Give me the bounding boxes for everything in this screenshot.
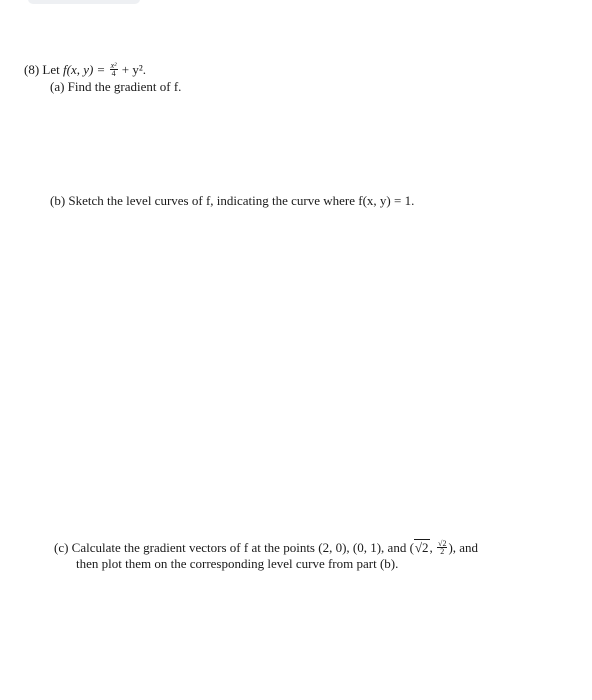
sqrt-two: √2 <box>414 540 429 555</box>
part-c-comma: , <box>429 540 433 555</box>
fraction-sqrt2-over-2 <box>437 540 447 555</box>
fraction-numerator: √2 <box>438 539 447 548</box>
part-c-line-1 <box>54 540 478 556</box>
part-a-text: (a) Find the gradient of f. <box>50 79 182 94</box>
part-c-line-2: then plot them on the corresponding level curve from part (b). <box>76 556 399 571</box>
part-c-prefix: (c) Calculate the gradient vectors of f at the points (2, 0), (0, 1), and ( <box>54 540 414 555</box>
problem-statement <box>24 62 146 78</box>
fraction-x2-over-4 <box>110 62 118 77</box>
fraction-numerator: x² <box>110 61 117 70</box>
problem-lead: Let <box>42 62 60 77</box>
part-b-text: (b) Sketch the level curves of f, indicating the curve where f(x, y) = 1. <box>50 193 415 208</box>
function-rest: + y². <box>121 62 147 77</box>
part-c-suffix: ), and <box>448 540 479 555</box>
function-definition: f(x, y) = <box>63 62 106 77</box>
fraction-denominator: 2 <box>440 547 445 556</box>
fraction-denominator: 4 <box>111 69 116 78</box>
top-header-strip <box>28 0 140 4</box>
problem-number: (8) <box>24 62 40 77</box>
